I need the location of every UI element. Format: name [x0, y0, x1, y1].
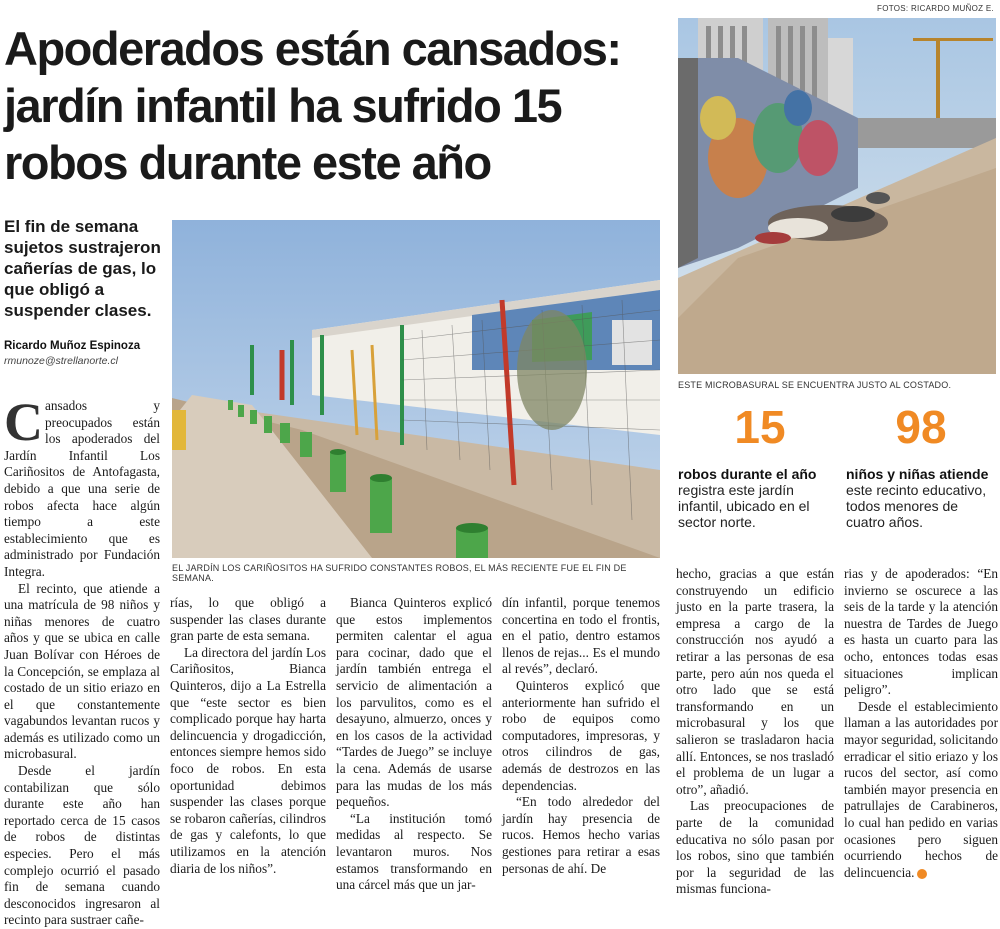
body-column-4 [502, 595, 660, 877]
dropcap: C [4, 392, 43, 452]
body-paragraph: rías, lo que obligó a suspender las clases durante gran parte de esta semana. [170, 595, 326, 644]
stat-robos-lead: robos durante el año [678, 466, 817, 482]
body-paragraph: Desde el establecimiento llaman a las autoridades por mayor seguridad, solicitando erradicar el sitio eriazo y los rucos del sector, así como también mayor presencia en patrullajes de Carabineros, lo cual han pedido en varias ocasiones pero siguen ocurriendo hechos de delincuencia. [844, 698, 998, 880]
side-photo-illustration [678, 18, 996, 374]
body-paragraph: Desde el jardín contabilizan que sólo durante este año han reportado cerca de 15 casos de robos de distintas especies. Pero el más complejo ocurrió el pasado fin de semana cuando desconocidos ingresaron al recinto para sustraer cañe- [4, 763, 160, 928]
stat-number-ninos: 98 [895, 401, 947, 453]
side-photo-caption: ESTE MICROBASURAL SE ENCUENTRA JUSTO AL COSTADO. [678, 380, 952, 390]
body-paragraph: Cansados y preocupados están los apoderados del Jardín Infantil Los Cariñositos de Antofagasta, debido a que una serie de robos afecta hace algún tiempo a este establecimiento que es administrado por Fundación Integra. [4, 392, 160, 579]
stat-robos-text: registra este jardín infantil, ubicado en el sector norte. [678, 482, 810, 530]
body-paragraph: Quinteros explicó que anteriormente han sufrido el robo de equipos como computadores, impresoras, y otros cilindros de gas, además de destrozos en las dependencias. [502, 677, 660, 793]
headline: Apoderados están cansados: jardín infantil ha sufrido 15 robos durante este año [4, 22, 621, 189]
stat-robos [678, 466, 838, 530]
body-paragraph: rias y de apoderados: “En invierno se oscurece a las seis de la tarde y la atención nuestra de Tardes de Juego es hasta un cuarto para las ocho, entonces todas esas situaciones implican peligro”. [844, 566, 998, 698]
body-paragraph: La directora del jardín Los Cariñositos, Bianca Quinteros, dijo a La Estrella que “este sector es bien complicado porque hay harta delincuencia y drogadicción, entonces siempre hemos sido foco de robos. En esta oportunidad debimos suspender las clases porque se robaron cañerías, cilindros de gas y calefonts, lo que utilizamos en la atención diaria de los niños”. [170, 644, 326, 876]
body-paragraph: Bianca Quinteros explicó que estos implementos permiten calentar el agua para cocinar, dado que el jardín también entrega el servicio de alimentación a los parvulitos, como es el desayuno, almuerzo, onces y en los casos de la actividad “Tardes de Juego” se incluye la cena. Además de usarse para las mudas de los más pequeños. [336, 595, 492, 810]
main-photo [172, 220, 660, 558]
author-email[interactable]: rmunoze@strellanorte.cl [4, 355, 118, 367]
body-paragraph: El recinto, que atiende a una matrícula de 98 niños y niñas menores de cuatro años y que se ubica en calle Juan Bolívar con Héroes de la Concepción, se emplaza al costado de un sitio eriazo en el que constantemente vagabundos levantan rucos y además es utilizado como un microbasural. [4, 580, 160, 762]
body-paragraph: dín infantil, porque tenemos concertina en todo el frontis, en el patio, dentro estamos llenos de rejas... Es el mundo al revés”, declaró. [502, 595, 660, 677]
stat-ninos-lead: niños y niñas atiende [846, 466, 989, 482]
body-paragraph: hecho, gracias a que están construyendo un edificio justo en la parte trasera, la empresa a cargo de la construcción nos ayudó a retirar a las personas de esa parte, pero aún nos queda el otro lado que se está transformando en un microbasural y los que salieron se trasladaron hacia allí. Entonces, se nos trasladó el problema de un lugar a otro”, añadió. [676, 566, 834, 797]
body-column-6 [844, 566, 998, 881]
side-photo [678, 18, 996, 374]
main-photo-caption: EL JARDÍN LOS CARIÑOSITOS HA SUFRIDO CONSTANTES ROBOS, EL MÁS RECIENTE FUE EL FIN DE SEMANA. [172, 563, 627, 583]
body-paragraph: Las preocupaciones de parte de la comunidad educativa no sólo pasan por los robos, sino que también por la seguridad de las mismas funciona- [676, 798, 834, 897]
author-name: Ricardo Muñoz Espinoza [4, 340, 141, 352]
end-mark-icon [917, 869, 927, 879]
stat-ninos-text: este recinto educativo, todos menores de cuatro años. [846, 482, 987, 530]
deck: El fin de semana sujetos sustrajeron cañerías de gas, lo que obligó a suspender clases. [4, 217, 161, 320]
stat-number-robos: 15 [734, 401, 786, 453]
photo-credit: FOTOS: RICARDO MUÑOZ E. [877, 4, 994, 13]
body-column-5 [676, 566, 834, 898]
body-paragraph: “La institución tomó medidas al respecto. Se levantaron muros. Nos estamos transformando en una cárcel más que un jar- [336, 810, 492, 893]
body-column-1 [4, 392, 160, 929]
body-column-2 [170, 595, 326, 877]
main-photo-illustration [172, 220, 660, 558]
body-paragraph: “En todo alrededor del jardín hay presencia de rucos. Hemos hecho varias gestiones para retirar a esas personas de ahí. De [502, 794, 660, 876]
stat-ninos [846, 466, 998, 530]
body-column-3 [336, 595, 492, 894]
